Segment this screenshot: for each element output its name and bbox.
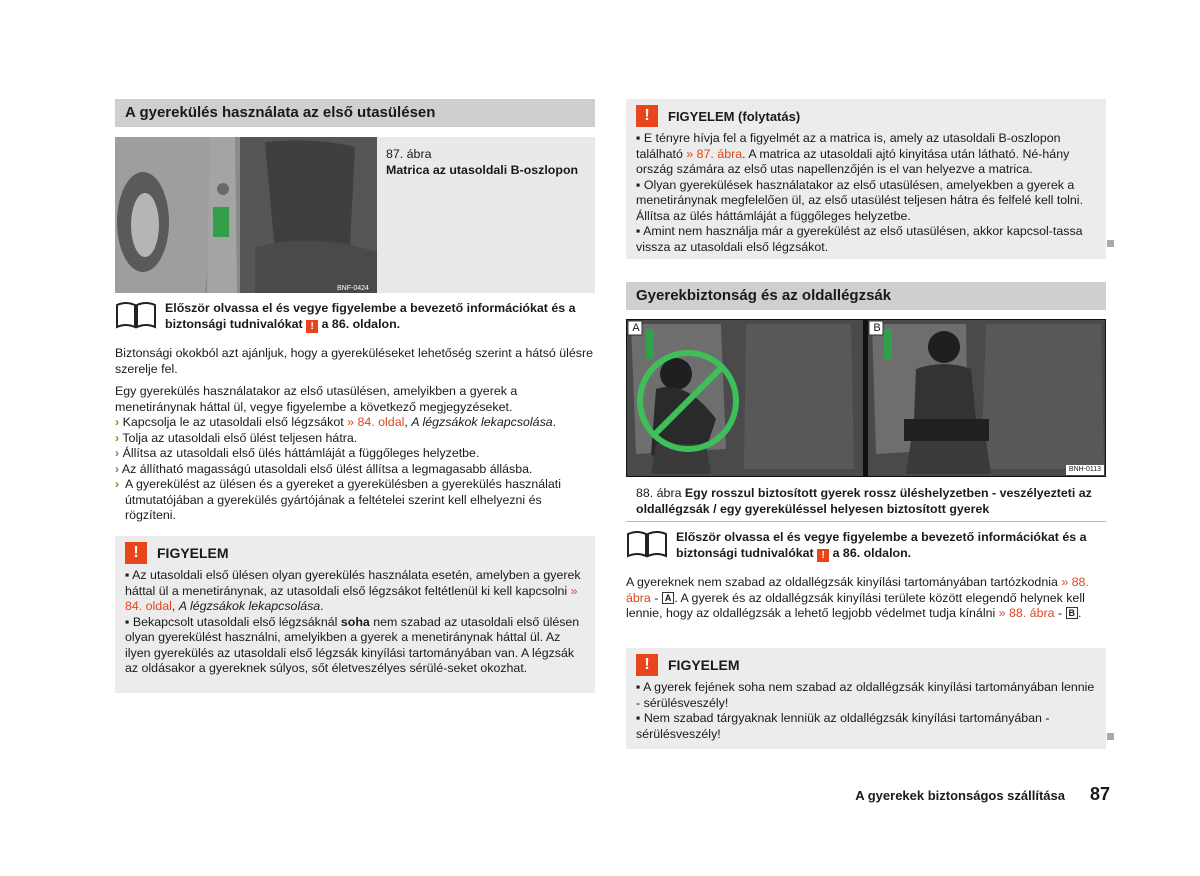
book-icon — [115, 301, 157, 329]
step-arrow-icon: › — [115, 446, 120, 460]
read-first-left-line2b: a 86. oldalon. — [321, 316, 401, 331]
step-arrow-icon: › — [115, 430, 120, 445]
warning-box-right — [626, 648, 1106, 749]
read-first-right-line2b: a 86. oldalon. — [832, 545, 912, 560]
warning-bullet-1-text: Az utasoldali első ülésen olyan gyerekülés használata esetén, amelyben a gyerek háttal ül a menetiránynak, az utasoldali első légzsákot feltétlenül ki kell kapcsolni — [125, 568, 581, 598]
read-first-right-line1: Először olvassa el és vegye figyelembe a bevezető információkat és a — [676, 530, 1087, 544]
link-page-84[interactable]: » 84. oldal — [125, 583, 578, 613]
figure-88-caption-block — [636, 486, 1096, 517]
step-5-text: A gyerekülést az ülésen és a gyereket a gyerekülésben a gyerekülés használati útmutatójában a gyerekülés gyártójának a feltételei szerint kell elhelyezni és rögzíteni. — [125, 477, 562, 522]
warning-mark-icon: ! — [817, 549, 829, 562]
book-icon — [626, 530, 668, 558]
warning-cont-bullet-3-text: Amint nem használja már a gyerekülést az első utasülésen, akkor kapcsol-tassa vissza az utasoldali első légzsákot. — [636, 224, 1083, 254]
warning-right-bullet-1: ▪ A gyerek fejének soha nem szabad az oldallégzsák kinyílási tartományában lennie - sérülésveszély! — [636, 680, 1095, 710]
warning-header — [636, 654, 1096, 676]
warning-header — [125, 542, 585, 564]
step-3-text: Állítsa az utasoldali első ülés háttámláját a függőleges helyzetbe. — [122, 446, 480, 460]
step-1-end: . — [552, 415, 557, 429]
warning-cont-bullet-1-text: E tényre hívja fel a figyelmét az a matrica is, amely az utasoldali B-oszlopon található — [636, 131, 1061, 161]
warning-cont-bullet-1-rest: . A matrica az utasoldali ajtó kinyitása után látható. Né-hány ország számára az első utas napellenzőjén is el van helyezve a matrica. — [636, 146, 1070, 176]
link-figure-88-b[interactable]: » 88. ábra — [998, 606, 1055, 620]
section-title-left: A gyerekülés használata az első utasülésen — [115, 99, 595, 127]
label-a-box: A — [662, 592, 675, 604]
figure-88-drawing — [626, 319, 1106, 477]
end-mark-icon — [1107, 240, 1114, 247]
figure-87-image — [115, 137, 377, 293]
step-3 — [115, 446, 595, 462]
step-4-text: Az állítható magasságú utasoldali első ülést állítsa a legmagasabb állásba. — [121, 461, 533, 476]
figure-88-code: BNH-0113 — [1068, 466, 1102, 473]
warning-right-bullet-2: ▪ Nem szabad tárgyaknak lenniük az oldallégzsák kinyílási tartományában - sérülésveszély! — [636, 711, 1050, 741]
warning-right-bullet-2-text: Nem szabad tárgyaknak lenniük az oldallégzsák kinyílási tartományában - sérülésveszély! — [636, 711, 1050, 741]
warning-icon: ! — [636, 105, 658, 127]
paragraph-right-sep-1: - — [650, 590, 662, 605]
warning-cont-box — [626, 99, 1106, 259]
label-b-box: B — [1066, 607, 1079, 619]
paragraph-right-sep-2: - — [1054, 606, 1066, 620]
caption-divider — [626, 521, 1106, 522]
warning-bullet-2-text: Bekapcsolt utasoldali első légzsáknál — [132, 614, 338, 629]
paragraph-right — [626, 575, 1096, 622]
paragraph-1: Biztonsági okokból azt ajánljuk, hogy a gyereküléseket lehetőség szerint a hátsó ülésre szerelje fel. — [115, 346, 594, 376]
figure-87-panel — [115, 137, 595, 293]
warning-box-left — [115, 536, 595, 693]
link-page-84[interactable]: » 84. oldal — [347, 415, 405, 429]
warning-cont-bullet-3: ▪ Amint nem használja már a gyerekülést az első utasülésen, akkor kapcsol-tassa vissza az utasoldali első légzsákot. — [636, 224, 1083, 254]
figure-88-number: 88. ábra — [636, 486, 682, 500]
warning-bullet-1-end: . — [320, 599, 324, 613]
step-arrow-icon: › — [115, 415, 120, 429]
footer-chapter: A gyerekek biztonságos szállítása — [855, 788, 1065, 803]
figure-87-number: 87. ábra — [386, 147, 432, 161]
page-number: 87 — [1089, 784, 1110, 804]
warning-cont-header — [636, 105, 1096, 127]
warning-title-right: FIGYELEM — [668, 657, 740, 673]
warning-cont-bullet-2: ▪ Olyan gyerekülések használatakor az első utasülésen, amelyekben a gyerek a menetiránynak megfelelően ül, az első utasülést teljesen hátra és felfelé kell tolni. Állítsa az ülés háttámláját a függőleges helyzetbe. — [636, 177, 1084, 223]
warning-bullet-2-bold: soha — [340, 614, 370, 629]
steps-list — [115, 415, 595, 524]
warning-bullet-2-rest: nem szabad az utasoldali első ülésen olyan gyerekülést használni, amelyikben a gyerek a menetiránynak háttal ül. Az ilyen gyerekülés az utasoldali első légzsák kinyílási tartományában van. A légzsák az oldásakor a gyereknek súlyos, sőt életveszélyes sérülé-seket okozhat. — [125, 614, 580, 675]
section-title-right: Gyerekbiztonság és az oldallégzsák — [626, 282, 1106, 310]
warning-bullet-1-ref: A légzsákok lekapcsolása — [178, 599, 321, 613]
warning-cont-bullet-2-text: Olyan gyerekülések használatakor az első utasülésen, amelyekben a gyerek a menetiránynak megfelelően ül, az első utasülést teljesen hátra és felfelé kell tolni. Állítsa az ülés háttámláját a függőleges helyzetbe. — [636, 177, 1084, 223]
step-1 — [115, 415, 595, 431]
warning-cont-title: FIGYELEM (folytatás) — [668, 108, 801, 124]
warning-icon: ! — [636, 654, 658, 676]
link-figure-87[interactable]: » 87. ábra — [686, 146, 743, 161]
read-first-left-line2a: biztonsági tudnivalókat — [165, 316, 303, 331]
warning-mark-icon: ! — [306, 320, 318, 333]
read-first-left — [115, 301, 595, 333]
warning-cont-bullet-1: ▪ E tényre hívja fel a figyelmét az a matrica is, amely az utasoldali B-oszlopon található » 87. ábra. A matrica az utasoldali ajtó kinyitása után látható. Né-hány ország számára az első utas napellenzőjén is el van helyezve a matrica. — [636, 131, 1070, 176]
paragraph-right-text-2: . A gyerek és az oldallégzsák kinyílási területe között elegendő helynek kell lennie, hogy az oldallégzsák a lehető legjobb védelmet tudja kínálni — [626, 590, 1085, 620]
step-1-sep: , — [404, 415, 412, 429]
step-4 — [115, 462, 595, 478]
step-1-ref: A légzsákok lekapcsolása — [411, 415, 553, 429]
link-figure-88-a[interactable]: » 88. ábra — [626, 575, 1089, 605]
read-first-left-line1: Először olvassa el és vegye figyelembe a bevezető információkat és a — [165, 301, 576, 315]
read-first-right-line2a: biztonsági tudnivalókat — [676, 545, 814, 560]
step-arrow-icon: › — [115, 477, 120, 491]
step-2 — [115, 431, 595, 447]
read-first-right — [626, 530, 1106, 562]
figure-87-code: BNF-0424 — [337, 285, 369, 292]
figure-88-label-a: A — [632, 322, 640, 334]
figure-87-caption: Matrica az utasoldali B-oszlopon — [386, 163, 579, 177]
warning-bullet-1: ▪ Az utasoldali első ülésen olyan gyerekülés használata esetén, amelyben a gyerek háttal ül a menetiránynak, az utasoldali első légzsákot feltétlenül ki kell kapcsolni » 84. oldal, A légzsákok lekapcsolása. — [125, 568, 581, 613]
paragraph-right-text-1: A gyereknek nem szabad az oldallégzsák kinyílási tartományában tartózkodnia — [626, 575, 1058, 589]
paragraph-2: Egy gyerekülés használatakor az első utasülésen, amelyikben a gyerek a menetiránynak háttal ül, vegye figyelembe a következő megjegyzéseket. — [115, 384, 518, 414]
step-5 — [115, 477, 595, 524]
warning-bullet-1-sep: , — [171, 599, 179, 613]
end-mark-icon — [1107, 733, 1114, 740]
figure-88-caption: Egy rosszul biztosított gyerek rossz üléshelyzetben - veszélyezteti az oldallégzsák / egy gyereküléssel helyesen biztosított gyerek — [636, 486, 1092, 516]
step-2-text: Tolja az utasoldali első ülést teljesen hátra. — [122, 430, 358, 445]
step-arrow-icon: › — [115, 461, 120, 476]
figure-88-label-b: B — [873, 322, 881, 334]
paragraph-right-end: . — [1078, 606, 1082, 620]
figure-88-image — [626, 319, 1106, 477]
warning-title: FIGYELEM — [157, 545, 229, 561]
step-1-text: Kapcsolja le az utasoldali első légzsákot — [122, 415, 344, 429]
warning-right-bullet-1-text: A gyerek fejének soha nem szabad az oldallégzsák kinyílási tartományában lennie - sérülésveszély! — [636, 680, 1095, 710]
warning-bullet-2: ▪ Bekapcsolt utasoldali első légzsáknál soha nem szabad az utasoldali első ülésen olyan gyerekülést használni, amelyikben a gyerek a menetiránynak háttal ül. Az ilyen gyerekülés az utasoldali első légzsák kinyílási tartományában van. A légzsák az oldásakor a gyereknek súlyos, sőt életveszélyes sérülé-seket okozhat. — [125, 614, 580, 675]
warning-icon: ! — [125, 542, 147, 564]
